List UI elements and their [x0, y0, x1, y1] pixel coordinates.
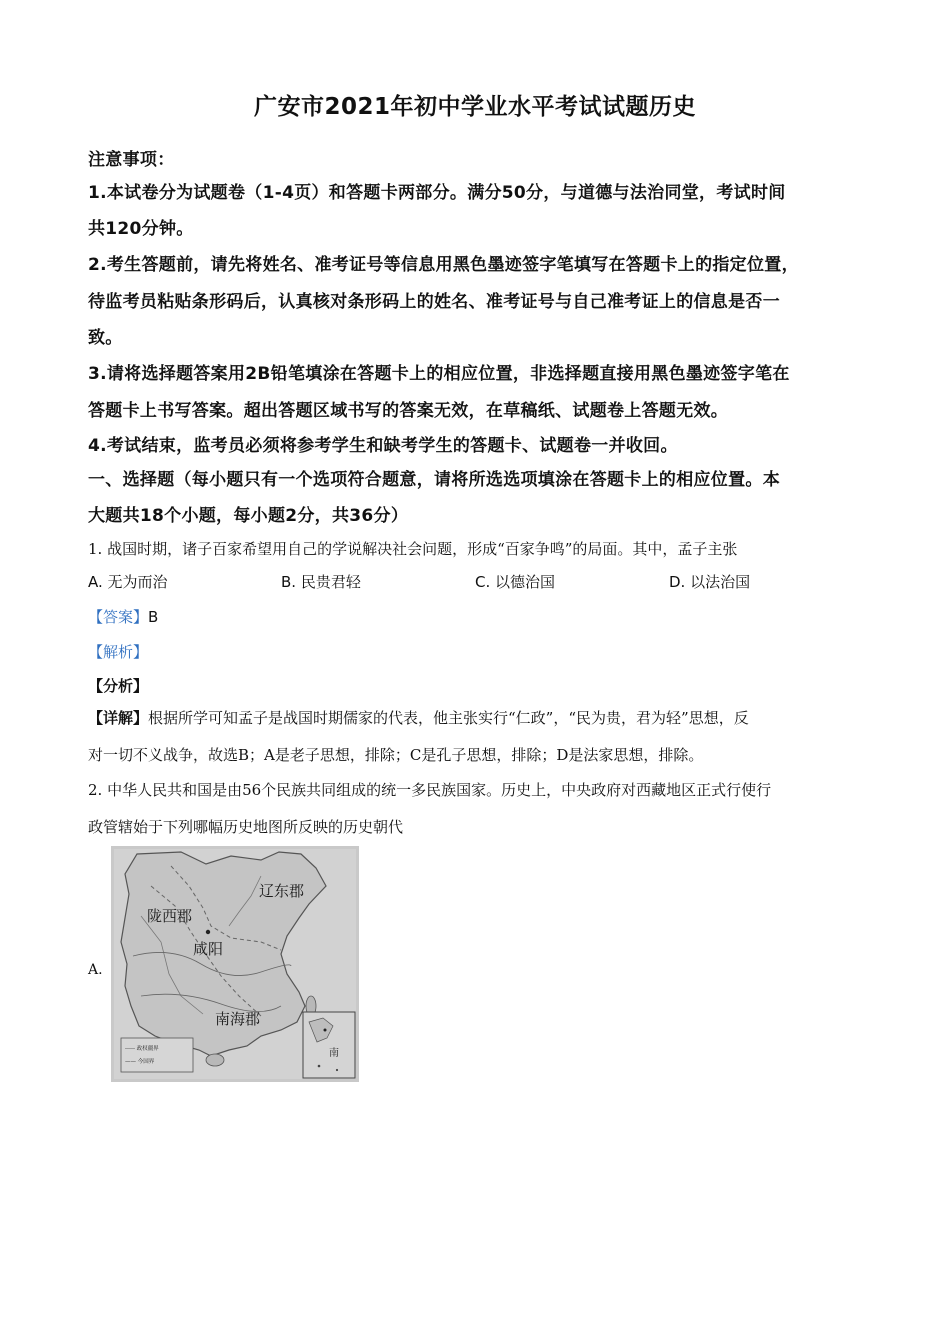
notice-line: 1.本试卷分为试题卷（1-4页）和答题卡两部分。满分50分，与道德与法治同堂，考试时间 [88, 183, 786, 203]
notice-line: 答题卡上书写答案。超出答题区域书写的答案无效，在草稿纸、试题卷上答题无效。 [88, 401, 729, 421]
section-heading: 大题共18个小题，每小题2分，共36分） [88, 506, 409, 526]
map-label-liaodong: 辽东郡 [259, 882, 305, 900]
historical-map-image[interactable] [111, 846, 359, 1082]
notice-line: 3.请将选择题答案用2B铅笔填涂在答题卡上的相应位置，非选择题直接用黑色墨迹签字笔在 [88, 364, 790, 384]
map-legend-item: ----- 政权疆界 [125, 1046, 159, 1052]
notice-line: 待监考员粘贴条形码后，认真核对条形码上的姓名、准考证号与自己准考证上的信息是否一 [88, 292, 780, 312]
map-label-longxi: 陇西郡 [147, 907, 193, 925]
notice-line: 共120分钟。 [88, 219, 194, 239]
q1-detail [88, 707, 749, 728]
question-2-stem-cont: 政管辖始于下列哪幅历史地图所反映的历史朝代 [88, 818, 404, 836]
q1-option-a: A. 无为而治 [88, 573, 168, 591]
q1-option-b: B. 民贵君轻 [281, 573, 361, 591]
section-heading: 一、选择题（每小题只有一个选项符合题意，请将所选选项填涂在答题卡上的相应位置。本 [88, 470, 780, 490]
q2-option-a-label: A. [88, 962, 103, 978]
notice-line: 4.考试结束，监考员必须将参考学生和缺考学生的答题卡、试题卷一并收回。 [88, 436, 678, 456]
map-label-nanhai: 南海郡 [215, 1010, 261, 1028]
q1-option-c: C. 以德治国 [475, 573, 556, 591]
answer-value: B [148, 608, 159, 626]
map-legend-item: —— 今国界 [125, 1059, 155, 1065]
map-inset-label: 南 [329, 1048, 339, 1059]
notice-heading: 注意事项： [88, 150, 175, 170]
page-title: 广安市2021年初中学业水平考试试题历史 [253, 94, 696, 120]
question-1-stem: 1. 战国时期，诸子百家希望用自己的学说解决社会问题，形成“百家争鸣”的局面。其中，孟子主张 [88, 540, 738, 558]
notice-line: 2.考生答题前，请先将姓名、准考证号等信息用黑色墨迹签字笔填写在答题卡上的指定位置， [88, 255, 799, 275]
answer-label: 【答案】 [88, 608, 149, 626]
q1-analysis-label: 【解析】 [88, 643, 149, 661]
notice-line: 致。 [88, 328, 123, 348]
q1-detail-cont: 对一切不义战争，故选B；A是老子思想，排除；C是孔子思想，排除；D是法家思想，排除。 [88, 746, 704, 764]
detail-label: 【详解】 [88, 709, 149, 727]
question-2-stem: 2. 中华人民共和国是由56个民族共同组成的统一多民族国家。历史上，中央政府对西藏地区正式行使行 [88, 781, 772, 799]
map-label-xianyang: 咸阳 [193, 940, 224, 958]
q1-fenxi-label: 【分析】 [88, 677, 149, 695]
q1-answer [88, 606, 158, 627]
detail-text: 根据所学可知孟子是战国时期儒家的代表，他主张实行“仁政”，“民为贵，君为轻”思想，反 [148, 709, 749, 727]
q1-option-d: D. 以法治国 [669, 573, 751, 591]
